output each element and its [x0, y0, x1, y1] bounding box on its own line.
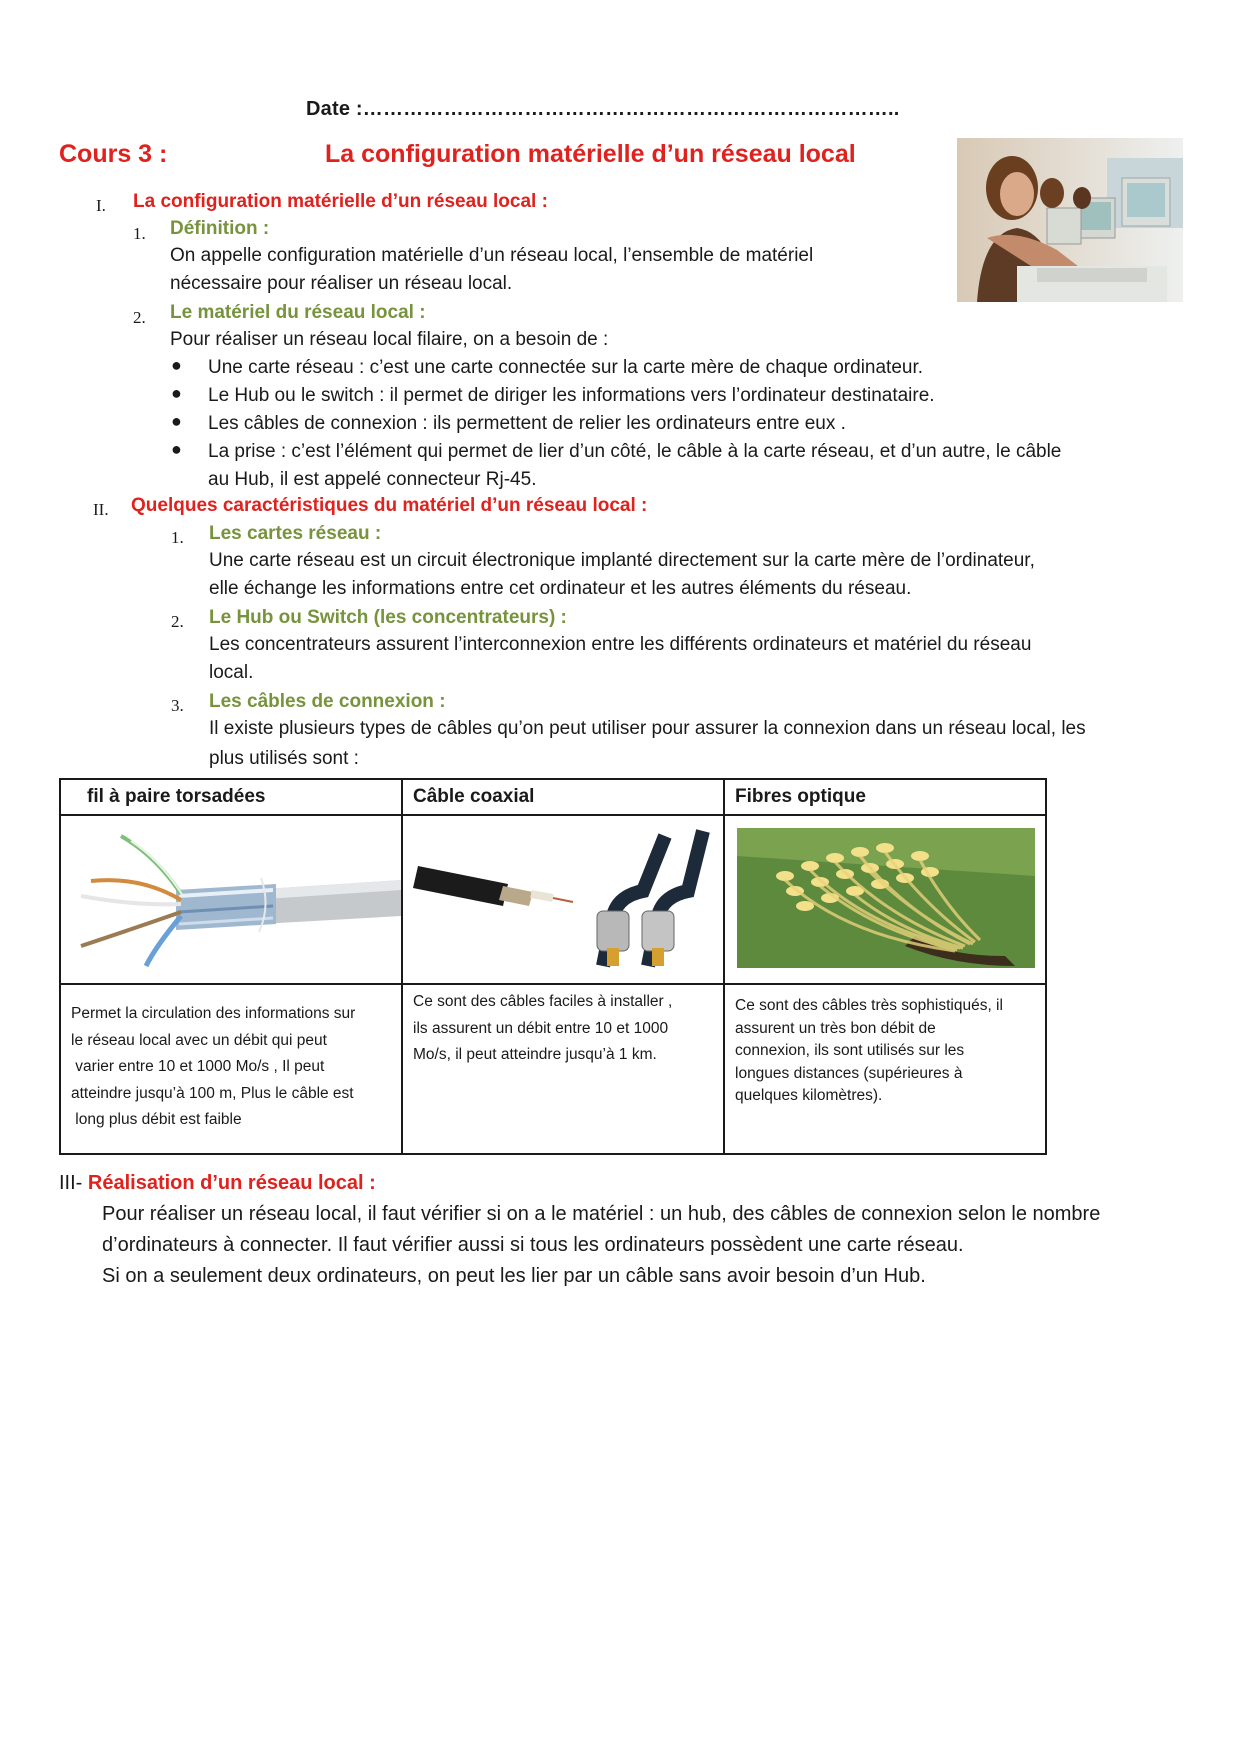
bullet-icon: ● [171, 383, 182, 403]
page-title: La configuration matérielle d’un réseau local [325, 140, 856, 168]
description-line: ils assurent un débit entre 10 et 1000 [413, 1019, 669, 1037]
hub-line-2: local. [209, 662, 254, 683]
hub-line-1: Les concentrateurs assurent l’interconnexion entre les différents ordinateurs et matériel du réseau [209, 634, 1032, 655]
fiber-description [724, 984, 1046, 1154]
realisation-line-1: Pour réaliser un réseau local, il faut vérifier si on a le matériel : un hub, des câbles de connexion selon le nombre [102, 1203, 1101, 1225]
cables-line-1: Il existe plusieurs types de câbles qu’on peut utiliser pour assurer la connexion dans un réseau local, les [209, 718, 1086, 739]
description-line: le réseau local avec un débit qui peut [71, 1031, 327, 1049]
table-header-row [60, 779, 1046, 815]
coaxial-cable-image [402, 815, 724, 984]
description-line: Mo/s, il peut atteindre jusqu’à 1 km. [413, 1046, 657, 1063]
section-1-numeral: I. [96, 196, 106, 215]
cables-line-2: plus utilisés sont : [209, 748, 359, 769]
item-2-2-heading: Le Hub ou Switch (les concentrateurs) : [209, 607, 567, 628]
network-card-line-1: Une carte réseau est un circuit électronique implanté directement sur la carte mère de l’ordinateur, [209, 550, 1035, 571]
item-1-2-heading: Le matériel du réseau local : [170, 302, 426, 323]
description-line: quelques kilomètres). [735, 1087, 883, 1104]
item-2-3-number: 3. [171, 696, 184, 715]
header-fiber: Fibres optique [724, 779, 1046, 815]
section-2-numeral: II. [93, 500, 109, 519]
item-1-2-number: 2. [133, 308, 146, 327]
twisted-pair-description [60, 984, 402, 1154]
bullet-item: La prise : c’est l’élément qui permet de lier d’un côté, le câble à la carte réseau, et d’un autre, le câble [208, 441, 1062, 462]
item-2-1-heading: Les cartes réseau : [209, 523, 382, 544]
description-line: varier entre 10 et 1000 Mo/s , Il peut [71, 1058, 325, 1075]
item-2-1-number: 1. [171, 528, 184, 547]
date-field: Date :…………………………………………………………………….. [306, 98, 900, 120]
section-1-heading: La configuration matérielle d’un réseau local : [133, 191, 548, 212]
section-3-heading: Réalisation d’un réseau local : [87, 1172, 376, 1194]
twisted-pair-image [60, 815, 402, 984]
fiber-optic-image [724, 815, 1046, 984]
header-twisted-pair: fil à paire torsadées [60, 779, 402, 815]
bullet-item-continuation: au Hub, il est appelé connecteur Rj-45. [208, 469, 537, 490]
header-coaxial: Câble coaxial [402, 779, 724, 815]
item-2-3-heading: Les câbles de connexion : [209, 691, 446, 712]
description-line: Ce sont des câbles faciles à installer , [413, 993, 673, 1010]
bullet-item: Le Hub ou le switch : il permet de diriger les informations vers l’ordinateur destinataire. [208, 385, 935, 406]
description-line: long plus débit est faible [71, 1111, 242, 1128]
computer-lab-photo [957, 138, 1183, 302]
description-line: connexion, ils sont utilisés sur les [735, 1042, 965, 1059]
section-3-header [59, 1172, 376, 1195]
cable-comparison-table [59, 778, 1047, 1155]
description-line: atteindre jusqu’à 100 m, Plus le câble est [71, 1084, 354, 1102]
description-line: Permet la circulation des informations sur [71, 1005, 356, 1022]
description-line: Ce sont des câbles très sophistiqués, il [735, 997, 1003, 1014]
realisation-line-3: Si on a seulement deux ordinateurs, on peut les lier par un câble sans avoir besoin d’un Hub. [102, 1265, 926, 1287]
material-intro: Pour réaliser un réseau local filaire, on a besoin de : [170, 329, 609, 350]
description-line: assurent un très bon débit de [735, 1019, 936, 1037]
definition-line-1: On appelle configuration matérielle d’un réseau local, l’ensemble de matériel [170, 245, 814, 266]
description-line: longues distances (supérieures à [735, 1064, 963, 1082]
realisation-line-2: d’ordinateurs à connecter. Il faut vérifier aussi si tous les ordinateurs possèdent une carte réseau. [102, 1234, 964, 1256]
bullet-item: Les câbles de connexion : ils permettent de relier les ordinateurs entre eux . [208, 413, 846, 434]
bullet-icon: ● [171, 411, 182, 431]
bullet-item: Une carte réseau : c’est une carte connectée sur la carte mère de chaque ordinateur. [208, 357, 924, 378]
network-card-line-2: elle échange les informations entre cet ordinateur et les autres éléments du réseau. [209, 578, 912, 599]
bullet-icon: ● [171, 439, 182, 459]
coaxial-description [402, 984, 724, 1154]
table-description-row [60, 984, 1046, 1154]
definition-line-2: nécessaire pour réaliser un réseau local. [170, 273, 513, 294]
item-1-1-number: 1. [133, 224, 146, 243]
section-2-heading: Quelques caractéristiques du matériel d’un réseau local : [131, 495, 648, 516]
section-3-numeral: III- [59, 1172, 83, 1194]
bullet-icon: ● [171, 355, 182, 375]
item-1-1-heading: Définition : [170, 218, 270, 239]
item-2-2-number: 2. [171, 612, 184, 631]
course-label: Cours 3 : [59, 140, 168, 168]
table-image-row [60, 815, 1046, 984]
